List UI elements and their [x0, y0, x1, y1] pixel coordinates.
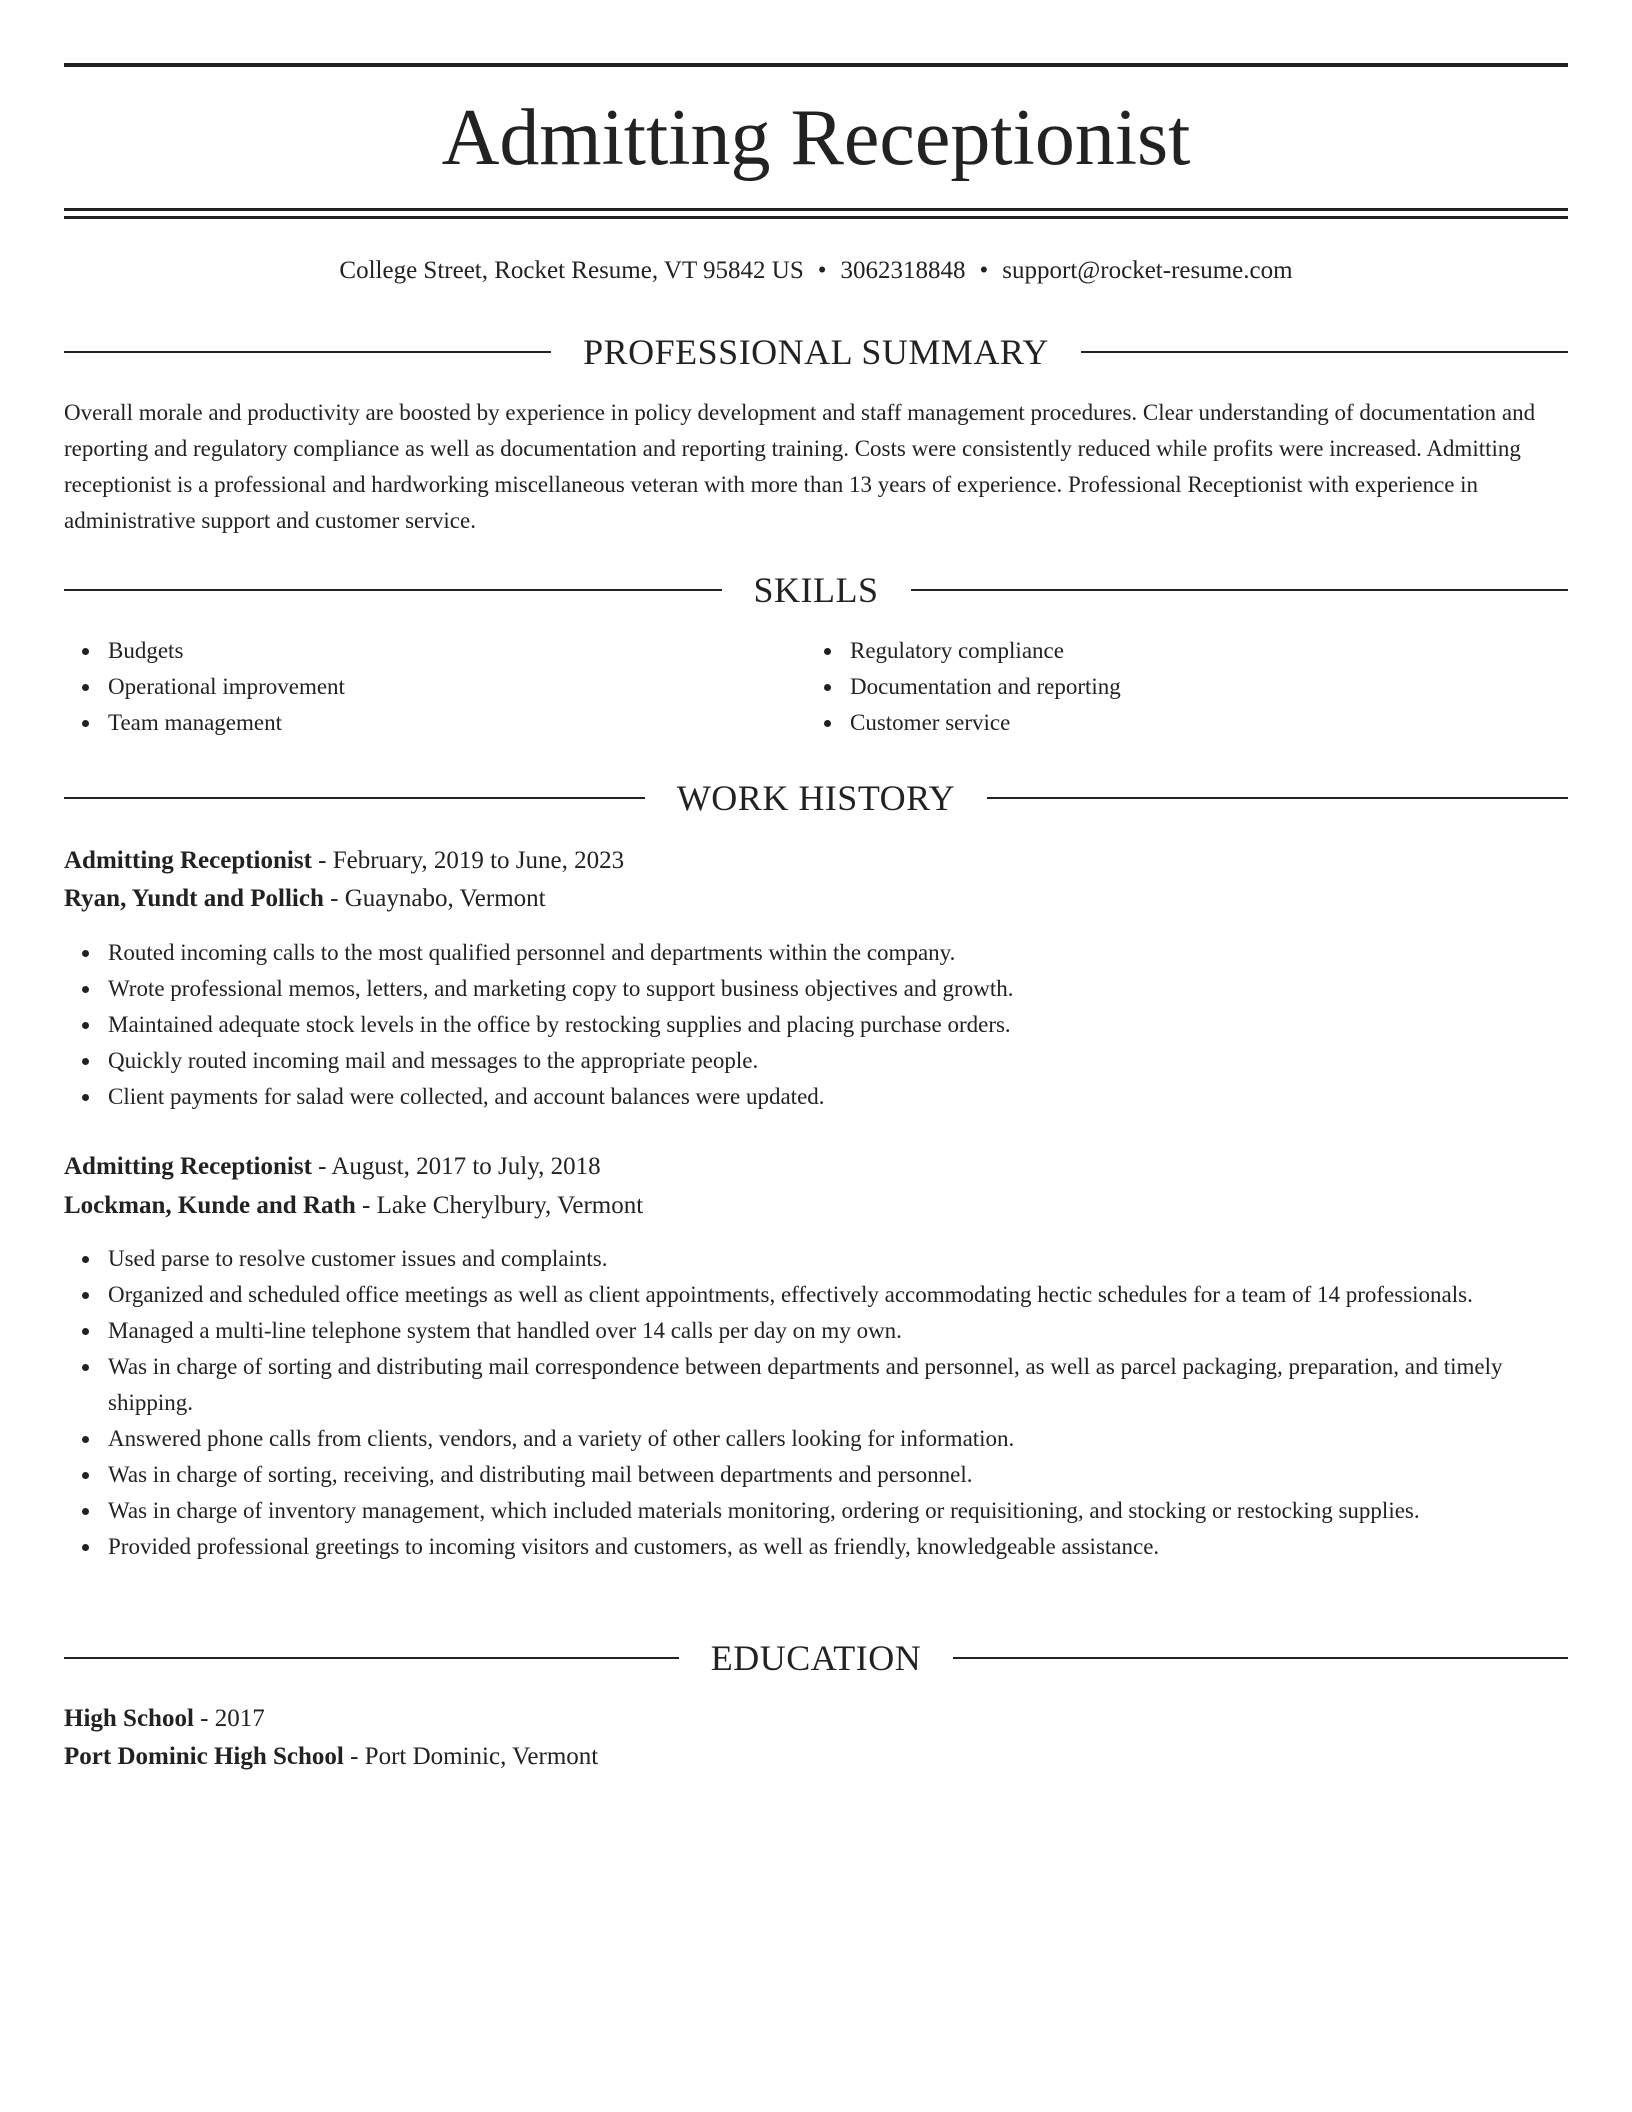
summary-heading-text: PROFESSIONAL SUMMARY — [583, 332, 1049, 372]
job-bullet: Quickly routed incoming mail and messages to the appropriate people. — [108, 1043, 1568, 1079]
skills-list-left — [64, 633, 345, 741]
job-bullet: Was in charge of sorting and distributing mail correspondence between departments and personnel, as well as parcel packaging, preparation, and timely shipping. — [108, 1349, 1568, 1421]
job-location: - Lake Cherylbury, Vermont — [355, 1192, 644, 1219]
summary-section-heading — [64, 332, 1568, 372]
contact-email: support@rocket-resume.com — [1002, 257, 1293, 284]
skill-item: Regulatory compliance — [850, 633, 1121, 669]
job-bullet: Used parse to resolve customer issues and complaints. — [108, 1241, 1568, 1277]
job-bullet: Managed a multi-line telephone system that handled over 14 calls per day on my own. — [108, 1313, 1568, 1349]
job-bullets — [64, 935, 1568, 1115]
job-dates: - February, 2019 to June, 2023 — [311, 847, 625, 874]
heading-rule-left — [64, 797, 645, 799]
heading-rule-right — [953, 1657, 1568, 1659]
education-year: - 2017 — [193, 1705, 265, 1732]
work-section-heading — [64, 778, 1568, 818]
job-bullet: Client payments for salad were collected, and account balances were updated. — [108, 1079, 1568, 1115]
education-degree-line — [64, 1700, 1568, 1738]
education-section-heading — [64, 1638, 1568, 1678]
contact-phone: 3062318848 — [840, 257, 966, 284]
skill-item: Customer service — [850, 705, 1121, 741]
skills-section-heading — [64, 570, 1568, 610]
skill-item: Team management — [108, 705, 345, 741]
education-heading-text: EDUCATION — [710, 1638, 922, 1678]
contact-address: College Street, Rocket Resume, VT 95842 US — [339, 257, 804, 284]
job-title: Admitting Receptionist — [64, 1153, 312, 1180]
job-company-line — [64, 1187, 1568, 1225]
heading-rule-right — [987, 797, 1568, 799]
contact-separator: • — [817, 257, 827, 284]
job-bullets — [64, 1241, 1568, 1565]
job-bullet: Was in charge of inventory management, which included materials monitoring, ordering or requisitioning, and stocking or restocking supplies. — [108, 1493, 1568, 1529]
candidate-name: Admitting Receptionist — [441, 94, 1191, 182]
contact-line — [64, 254, 1568, 288]
heading-rule-right — [1081, 351, 1568, 353]
skills-list-right — [806, 633, 1121, 741]
header-double-rule-upper — [64, 208, 1568, 211]
job-bullet: Maintained adequate stock levels in the office by restocking supplies and placing purchase orders. — [108, 1007, 1568, 1043]
job-title-line — [64, 842, 1568, 880]
heading-rule-left — [64, 589, 722, 591]
heading-rule-right — [911, 589, 1569, 591]
job-bullet: Was in charge of sorting, receiving, and distributing mail between departments and personnel. — [108, 1457, 1568, 1493]
job-bullet: Wrote professional memos, letters, and marketing copy to support business objectives and growth. — [108, 971, 1568, 1007]
education-school: Port Dominic High School — [64, 1743, 344, 1770]
header-double-rule-lower — [64, 216, 1568, 219]
work-heading-text: WORK HISTORY — [676, 778, 956, 818]
job-company: Lockman, Kunde and Rath — [64, 1192, 356, 1219]
job-bullet: Routed incoming calls to the most qualified personnel and departments within the company. — [108, 935, 1568, 971]
skills-heading-text: SKILLS — [753, 570, 879, 610]
job-location: - Guaynabo, Vermont — [323, 885, 546, 912]
skill-item: Budgets — [108, 633, 345, 669]
education-school-line — [64, 1738, 1568, 1776]
education-location: - Port Dominic, Vermont — [343, 1743, 599, 1770]
job-title: Admitting Receptionist — [64, 847, 312, 874]
job-bullet: Provided professional greetings to incoming visitors and customers, as well as friendly, knowledgeable assistance. — [108, 1529, 1568, 1565]
job-bullet: Organized and scheduled office meetings as well as client appointments, effectively accommodating hectic schedules for a team of 14 professionals. — [108, 1277, 1568, 1313]
job-dates: - August, 2017 to July, 2018 — [311, 1153, 601, 1180]
heading-rule-left — [64, 351, 551, 353]
summary-text: Overall morale and productivity are boosted by experience in policy development and staff management procedures. Clear understanding of documentation and reporting and regulatory compliance as well as documentation and reporting training. Costs were consistently reduced while profits were increased. Admitting receptionist is a professional and hardworking miscellaneous veteran with more than 13 years of experience. Professional Receptionist with experience in administrative support and customer service. — [64, 400, 1536, 533]
contact-separator: • — [979, 257, 989, 284]
skill-item: Operational improvement — [108, 669, 345, 705]
education-degree: High School — [64, 1705, 194, 1732]
header-top-rule — [64, 63, 1568, 67]
job-title-line — [64, 1148, 1568, 1186]
heading-rule-left — [64, 1657, 679, 1659]
job-bullet: Answered phone calls from clients, vendors, and a variety of other callers looking for information. — [108, 1421, 1568, 1457]
skill-item: Documentation and reporting — [850, 669, 1121, 705]
job-company: Ryan, Yundt and Pollich — [64, 885, 324, 912]
job-company-line — [64, 880, 1568, 918]
